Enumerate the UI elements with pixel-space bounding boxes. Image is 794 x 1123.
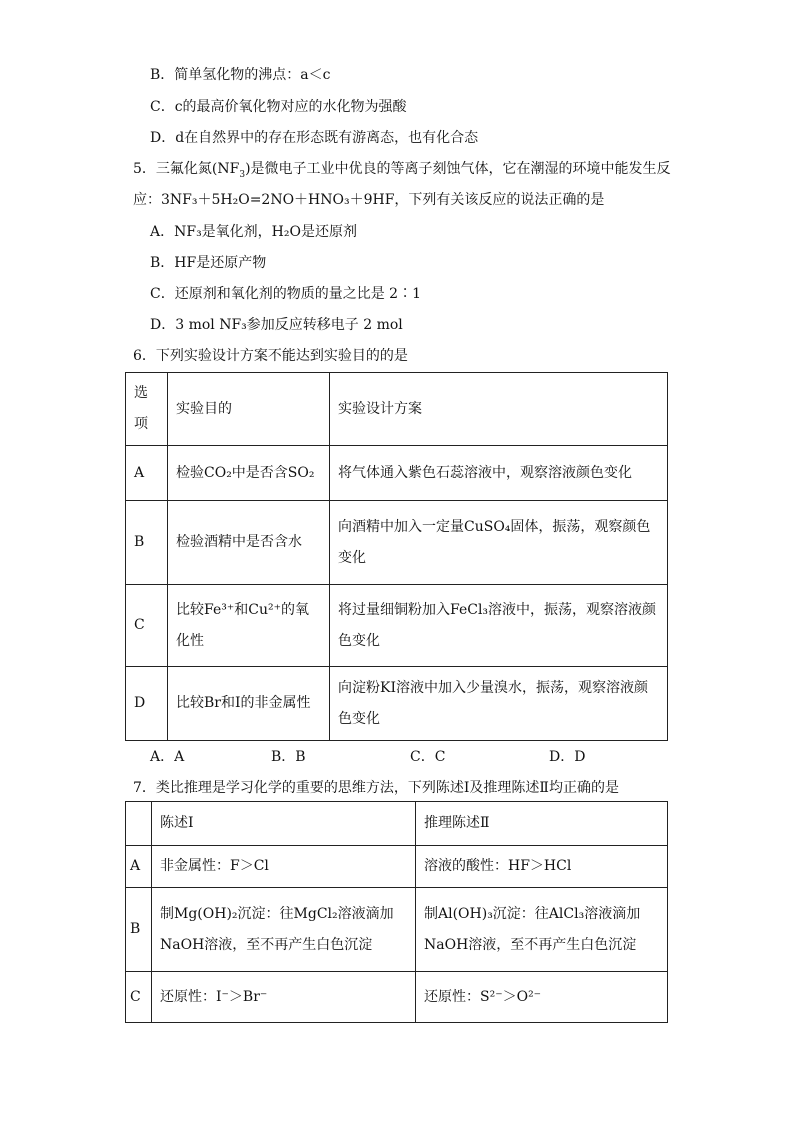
q7-header-row: [126, 802, 668, 846]
q5-option-a: A．NF₃是氧化剂，H₂O是还原剂: [150, 224, 357, 240]
q6-header-option: [126, 373, 168, 446]
q6-cell-option: A: [126, 446, 168, 501]
q6-header-option-text: 选项: [134, 385, 148, 432]
q4-option-b: B．简单氢化物的沸点：a＜c: [150, 67, 331, 83]
q7-cell-option: B: [126, 888, 152, 972]
q6-cell-plan: 将过量细铜粉加入FeCl₃溶液中，振荡，观察溶液颜色变化: [330, 585, 668, 667]
q5-stem-part2: )是微电子工业中优良的等离子刻蚀气体，它在潮湿的环境中能发生反: [245, 161, 671, 177]
q7-row-c: [126, 972, 668, 1023]
q6-cell-purpose: 比较Fe³⁺和Cu²⁺的氧化性: [168, 585, 330, 667]
q5-option-b: B．HF是还原产物: [150, 255, 267, 271]
q7-cell-statement1: 制Mg(OH)₂沉淀：往MgCl₂溶液滴加NaOH溶液，至不再产生白色沉淀: [152, 888, 416, 972]
q7-cell-option: A: [126, 846, 152, 888]
q6-stem: 6．下列实验设计方案不能达到实验目的的是: [133, 348, 408, 364]
q6-row-c: [126, 585, 668, 667]
q6-header-plan: 实验设计方案: [330, 373, 668, 446]
q5-stem-line2: 应：3NF₃＋5H₂O=2NO＋HNO₃＋9HF，下列有关该反应的说法正确的是: [133, 192, 605, 208]
q4-option-c: C．c的最高价氧化物对应的水化物为强酸: [150, 99, 407, 115]
q5-option-d: D．3 mol NF₃参加反应转移电子 2 mol: [150, 317, 403, 333]
q6-cell-purpose: 比较Br和I的非金属性: [168, 667, 330, 741]
q7-row-a: [126, 846, 668, 888]
q7-header-statement2: 推理陈述Ⅱ: [416, 802, 668, 846]
q6-row-b: [126, 501, 668, 585]
q6-answer-options: [150, 746, 670, 766]
q6-cell-option: B: [126, 501, 168, 585]
q7-stem: 7．类比推理是学习化学的重要的思维方法，下列陈述Ⅰ及推理陈述Ⅱ均正确的是: [133, 780, 619, 796]
q6-table: [125, 372, 668, 741]
q7-table: [125, 801, 668, 1023]
q7-cell-option: C: [126, 972, 152, 1023]
q6-cell-plan: 将气体通入紫色石蕊溶液中，观察溶液颜色变化: [330, 446, 668, 501]
q6-cell-purpose: 检验酒精中是否含水: [168, 501, 330, 585]
q7-cell-statement2: 制Al(OH)₃沉淀：往AlCl₃溶液滴加NaOH溶液，至不再产生白色沉淀: [416, 888, 668, 972]
q6-cell-plan: 向淀粉KI溶液中加入少量溴水，振荡，观察溶液颜色变化: [330, 667, 668, 741]
q6-answer-a: A．A: [150, 749, 185, 765]
q6-row-d: [126, 667, 668, 741]
q7-cell-statement1: 还原性：I⁻＞Br⁻: [152, 972, 416, 1023]
q7-header-option: [126, 802, 152, 846]
q7-header-statement1: 陈述Ⅰ: [152, 802, 416, 846]
q7-cell-statement2: 还原性：S²⁻＞O²⁻: [416, 972, 668, 1023]
q5-option-c: C．还原剂和氧化剂的物质的量之比是 2∶1: [150, 286, 421, 302]
q6-header-row: [126, 373, 668, 446]
q6-cell-purpose: 检验CO₂中是否含SO₂: [168, 446, 330, 501]
q6-answer-b: B．B: [271, 749, 306, 765]
q7-cell-statement2: 溶液的酸性：HF＞HCl: [416, 846, 668, 888]
q5-stem-line1: [133, 159, 671, 179]
q6-answer-d: D．D: [549, 749, 586, 765]
q6-answer-c: C．C: [410, 749, 446, 765]
q4-option-d: D．d在自然界中的存在形态既有游离态，也有化合态: [150, 130, 479, 146]
q6-cell-option: C: [126, 585, 168, 667]
q7-row-b: [126, 888, 668, 972]
q6-cell-option: D: [126, 667, 168, 741]
q5-stem-subscript: 3: [239, 169, 246, 180]
q6-cell-plan: 向酒精中加入一定量CuSO₄固体，振荡，观察颜色变化: [330, 501, 668, 585]
q7-cell-statement1: 非金属性：F＞Cl: [152, 846, 416, 888]
q5-stem-part1: 5．三氟化氮(NF: [133, 161, 240, 177]
q6-header-purpose: 实验目的: [168, 373, 330, 446]
q6-row-a: [126, 446, 668, 501]
